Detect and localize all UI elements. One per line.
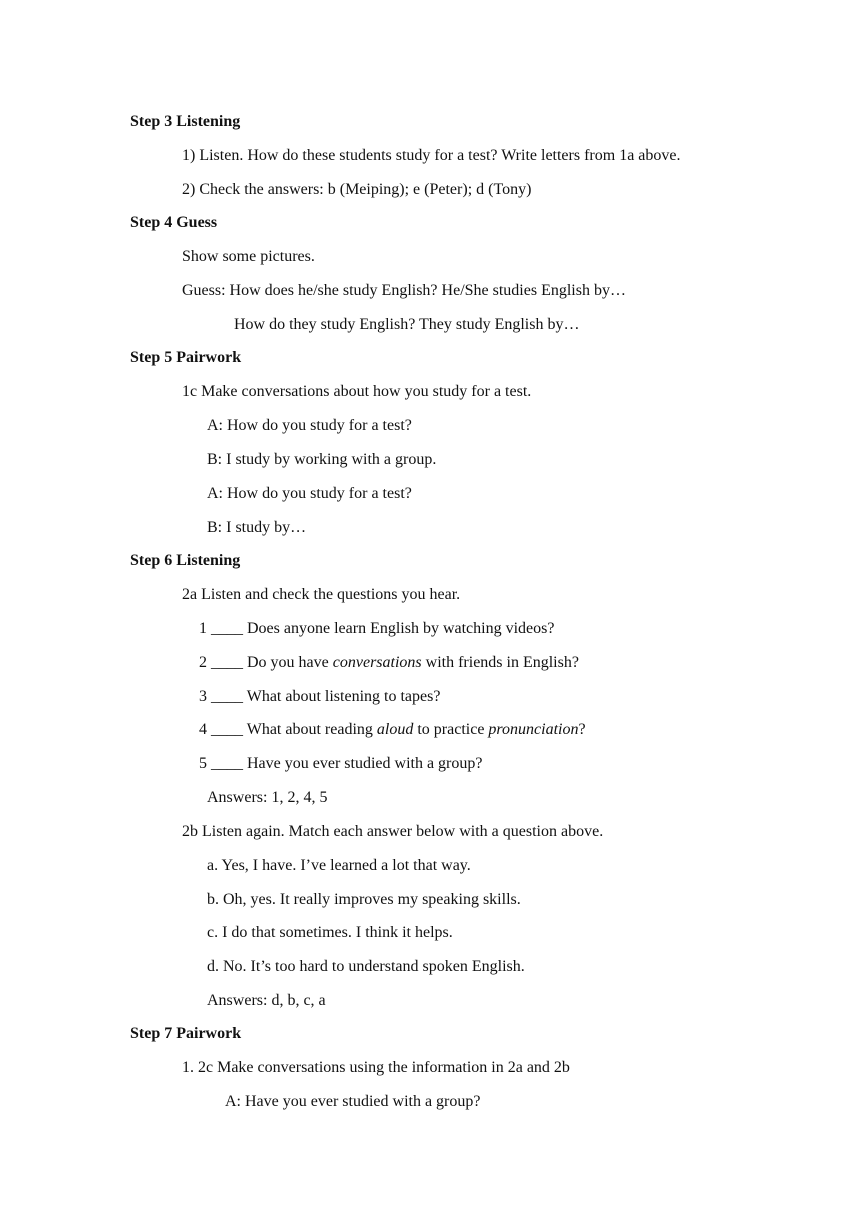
- question-4-part-5: ?: [578, 721, 586, 738]
- step5-heading: Step 5 Pairwork: [130, 349, 242, 366]
- question-2: [199, 653, 579, 673]
- question-1: 1 ____ Does anyone learn English by watching videos?: [199, 620, 555, 637]
- step4-line-1: Show some pictures.: [182, 248, 315, 265]
- question-4-italic-2: pronunciation: [488, 721, 579, 738]
- step5-line-4: A: How do you study for a test?: [207, 485, 412, 502]
- question-2-part-3: with friends in English?: [421, 654, 579, 671]
- step7-heading: Step 7 Pairwork: [130, 1025, 242, 1042]
- step4-line-2: Guess: How does he/she study English? He/She studies English by…: [182, 282, 626, 299]
- step3-line-1: 1) Listen. How do these students study for a test? Write letters from 1a above.: [182, 147, 681, 164]
- answer-d: d. No. It’s too hard to understand spoken English.: [207, 958, 525, 975]
- step3-heading: Step 3 Listening: [130, 113, 241, 130]
- answer-c: c. I do that sometimes. I think it helps.: [207, 924, 453, 941]
- step5-line-2: A: How do you study for a test?: [207, 417, 412, 434]
- step4-line-3: How do they study English? They study English by…: [234, 316, 580, 333]
- question-4-italic-1: aloud: [376, 721, 414, 738]
- step6-heading: Step 6 Listening: [130, 552, 241, 569]
- step3-line-2: 2) Check the answers: b (Meiping); e (Peter); d (Tony): [182, 181, 532, 198]
- answers-2a: Answers: 1, 2, 4, 5: [207, 789, 328, 806]
- question-4: [199, 720, 586, 740]
- step5-line-5: B: I study by…: [207, 519, 307, 536]
- question-3: 3 ____ What about listening to tapes?: [199, 688, 441, 705]
- step6-line-2: 2b Listen again. Match each answer below with a question above.: [182, 823, 604, 840]
- step7-line-2: A: Have you ever studied with a group?: [225, 1093, 481, 1110]
- question-2-italic: conversations: [332, 654, 422, 671]
- answer-a: a. Yes, I have. I’ve learned a lot that way.: [207, 857, 471, 874]
- answers-2b: Answers: d, b, c, a: [207, 992, 326, 1009]
- step4-heading: Step 4 Guess: [130, 214, 218, 231]
- question-4-part-3: to practice: [413, 721, 489, 738]
- question-4-part-1: 4 ____ What about reading: [199, 721, 377, 738]
- question-2-part-1: 2 ____ Do you have: [199, 654, 333, 671]
- step5-line-3: B: I study by working with a group.: [207, 451, 437, 468]
- step6-line-1: 2a Listen and check the questions you hear.: [182, 586, 461, 603]
- step7-line-1: 1. 2c Make conversations using the information in 2a and 2b: [182, 1059, 570, 1076]
- answer-b: b. Oh, yes. It really improves my speaking skills.: [207, 891, 521, 908]
- question-5: 5 ____ Have you ever studied with a group?: [199, 755, 483, 772]
- step5-line-1: 1c Make conversations about how you study for a test.: [182, 383, 532, 400]
